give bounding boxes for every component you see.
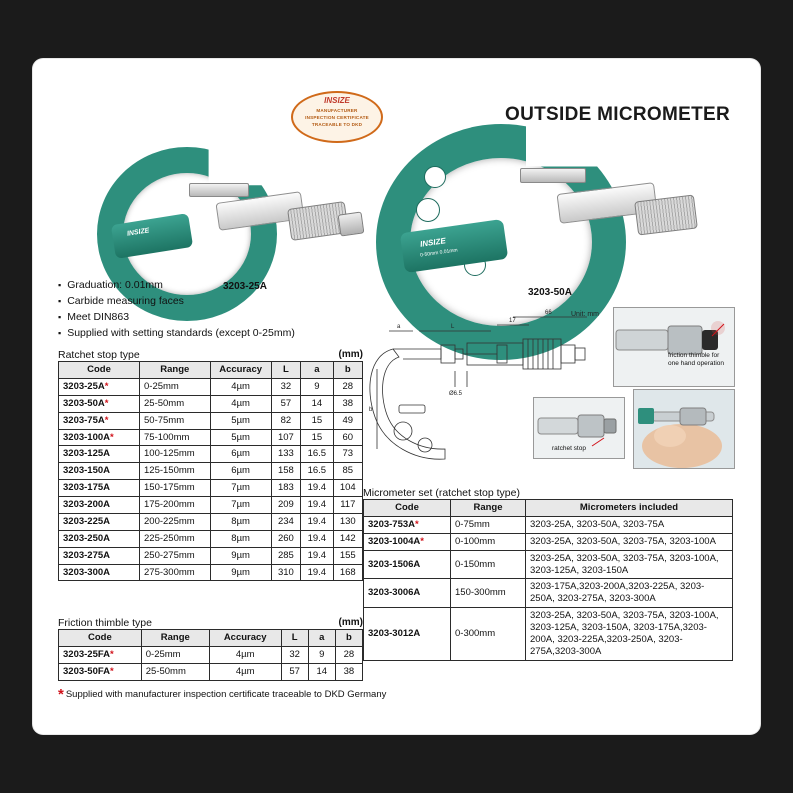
ratchet-stop-table [58, 361, 363, 581]
cell-range: 0-150mm [451, 550, 526, 579]
cell-range: 175-200mm [140, 497, 211, 514]
table-row [59, 646, 363, 663]
cell-a: 9 [308, 646, 335, 663]
col-range: Range [451, 500, 526, 517]
friction-table-title-text: Friction thimble type [58, 617, 152, 629]
certificate-asterisk: * [104, 397, 109, 409]
certificate-asterisk: * [110, 648, 114, 660]
page-title: OUTSIDE MICROMETER [505, 104, 730, 125]
cell-a: 15 [301, 429, 333, 446]
cell-a: 19.4 [301, 480, 333, 497]
cell-accuracy: 6µm [210, 463, 271, 480]
cell-range: 0-25mm [140, 378, 211, 395]
frame-hole [416, 198, 440, 222]
certificate-asterisk: * [415, 518, 419, 530]
brand-logo: INSIZE [419, 236, 447, 249]
table-row [59, 480, 363, 497]
cell-included: 3203-25A, 3203-50A, 3203-75A, 3203-100A, 3203-125A, 3203-150A, 3203-175A,3203-200A, 3203-225A,3203-250A, 3203-275A,3203-300A [526, 608, 733, 661]
friction-table-unit: (mm) [338, 617, 363, 628]
thimble [634, 194, 698, 235]
dim-a-label: a [397, 324, 401, 330]
ratchet-table-title-text: Ratchet stop type [58, 349, 140, 361]
hand-operation-illustration [634, 390, 734, 468]
dim-66-label: 66 [545, 310, 552, 316]
cell-range: 250-275mm [140, 547, 211, 564]
cell-code: 3203-300A [59, 564, 140, 581]
col-included: Micrometers included [526, 500, 733, 517]
cell-b: 117 [333, 497, 362, 514]
cell-accuracy: 6µm [210, 446, 271, 463]
cell-code: 3203-25FA* [59, 646, 142, 663]
cell-b: 28 [335, 646, 362, 663]
cell-range: 0-100mm [451, 533, 526, 550]
cell-code: 3203-753A* [364, 516, 451, 533]
cell-a: 9 [301, 378, 333, 395]
feature-item: ▪ Supplied with setting standards (except 0-25mm) [58, 327, 295, 339]
cell-code: 3203-1506A [364, 550, 451, 579]
ratchet-table-block [58, 349, 363, 581]
cell-range: 50-75mm [140, 412, 211, 429]
cell-a: 14 [308, 663, 335, 680]
dim-b-label: b [369, 407, 373, 413]
cell-accuracy: 9µm [210, 547, 271, 564]
figure-label-50a: 3203-50A [528, 287, 572, 298]
cell-a: 19.4 [301, 513, 333, 530]
table-header-row [59, 362, 363, 379]
cell-code: 3203-250A [59, 530, 140, 547]
cell-b: 168 [333, 564, 362, 581]
cell-accuracy: 4µm [209, 646, 281, 663]
caption-ratchet-stop: ratchet stop [552, 445, 586, 452]
cell-range: 225-250mm [140, 530, 211, 547]
cell-range: 25-50mm [140, 395, 211, 412]
cell-code: 3203-150A [59, 463, 140, 480]
col-a: a [301, 362, 333, 379]
micrometer-set-table [363, 499, 733, 661]
micrometer-photo-25a [93, 139, 353, 279]
cell-b: 60 [333, 429, 362, 446]
cell-range: 275-300mm [140, 564, 211, 581]
set-table-block [363, 487, 733, 661]
cell-a: 15 [301, 412, 333, 429]
friction-thimble-illustration [614, 308, 734, 386]
cell-code: 3203-75A* [59, 412, 140, 429]
ratchet-stop [338, 211, 365, 236]
cell-l: 158 [271, 463, 300, 480]
cell-range: 150-175mm [140, 480, 211, 497]
set-table-title: Micrometer set (ratchet stop type) [363, 487, 520, 499]
certificate-asterisk: * [420, 535, 424, 547]
drawing-unit-label: Unit: mm [571, 311, 599, 318]
feature-item: ▪ Graduation: 0.01mm [58, 279, 295, 291]
frame-hole [424, 166, 446, 188]
cell-code: 3203-50FA* [59, 663, 142, 680]
col-b: b [333, 362, 362, 379]
cell-l: 234 [271, 513, 300, 530]
friction-table-block [58, 617, 363, 681]
cell-l: 107 [271, 429, 300, 446]
table-row [364, 579, 733, 608]
caption-friction-thimble: friction thimble for one hand operation [668, 352, 725, 367]
cell-l: 57 [281, 663, 308, 680]
seal-line-1: MANUFACTURER [316, 108, 358, 113]
cell-l: 57 [271, 395, 300, 412]
cell-code: 3203-175A [59, 480, 140, 497]
seal-line-3: TRACEABLE TO DKD [311, 122, 363, 127]
col-code: Code [364, 500, 451, 517]
brand-logo: INSIZE [126, 227, 150, 238]
cell-included: 3203-25A, 3203-50A, 3203-75A, 3203-100A, 3203-125A, 3203-150A [526, 550, 733, 579]
cell-code: 3203-100A* [59, 429, 140, 446]
cell-b: 130 [333, 513, 362, 530]
table-row [59, 412, 363, 429]
cell-l: 32 [271, 378, 300, 395]
cell-a: 16.5 [301, 463, 333, 480]
friction-thimble-table [58, 629, 363, 681]
dim-L-label: L [451, 324, 455, 330]
table-row [59, 395, 363, 412]
cell-a: 19.4 [301, 564, 333, 581]
cell-a: 19.4 [301, 547, 333, 564]
cell-accuracy: 7µm [210, 480, 271, 497]
anvil-spindle [189, 183, 249, 197]
cell-range: 150-300mm [451, 579, 526, 608]
cell-l: 209 [271, 497, 300, 514]
cell-range: 100-125mm [140, 446, 211, 463]
cell-l: 82 [271, 412, 300, 429]
cell-code: 3203-275A [59, 547, 140, 564]
cell-b: 142 [333, 530, 362, 547]
seal-line-2: INSPECTION CERTIFICATE [305, 115, 369, 120]
micrometer-photo-50a [368, 114, 698, 304]
cell-accuracy: 5µm [210, 429, 271, 446]
table-row [364, 550, 733, 579]
cell-code: 3203-3006A [364, 579, 451, 608]
friction-table-title [58, 617, 363, 629]
col-code: Code [59, 630, 142, 647]
footnote-text: Supplied with manufacturer inspection certificate traceable to DKD Germany [65, 689, 387, 700]
col-l: L [271, 362, 300, 379]
footnote-asterisk: * [58, 686, 64, 703]
cell-included: 3203-25A, 3203-50A, 3203-75A, 3203-100A [526, 533, 733, 550]
cell-a: 19.4 [301, 530, 333, 547]
cell-accuracy: 8µm [210, 530, 271, 547]
cell-b: 155 [333, 547, 362, 564]
feature-list [58, 279, 295, 343]
cell-l: 285 [271, 547, 300, 564]
dim-17-label: 17 [509, 318, 516, 324]
cell-l: 133 [271, 446, 300, 463]
cell-b: 49 [333, 412, 362, 429]
photo-ratchet-stop [533, 397, 625, 459]
footnote [58, 686, 387, 703]
table-row [59, 564, 363, 581]
cell-accuracy: 4µm [210, 378, 271, 395]
feature-item: ▪ Carbide measuring faces [58, 295, 295, 307]
certificate-asterisk: * [104, 414, 109, 426]
cell-accuracy: 9µm [210, 564, 271, 581]
cell-l: 260 [271, 530, 300, 547]
cell-range: 0-25mm [141, 646, 209, 663]
cell-b: 28 [333, 378, 362, 395]
cell-b: 85 [333, 463, 362, 480]
col-b: b [335, 630, 362, 647]
cell-l: 310 [271, 564, 300, 581]
certificate-asterisk: * [110, 431, 114, 443]
cell-accuracy: 4µm [209, 663, 281, 680]
cell-b: 104 [333, 480, 362, 497]
table-header-row [364, 500, 733, 517]
cell-range: 0-75mm [451, 516, 526, 533]
table-row [59, 378, 363, 395]
cell-code: 3203-25A* [59, 378, 140, 395]
cell-code: 3203-3012A [364, 608, 451, 661]
cell-code: 3203-1004A* [364, 533, 451, 550]
table-row [59, 513, 363, 530]
table-row [59, 497, 363, 514]
cell-range: 200-225mm [140, 513, 211, 530]
cell-range: 0-300mm [451, 608, 526, 661]
photo-friction-thimble [613, 307, 735, 387]
table-header-row [59, 630, 363, 647]
col-accuracy: Accuracy [210, 362, 271, 379]
cell-code: 3203-200A [59, 497, 140, 514]
col-range: Range [140, 362, 211, 379]
col-a: a [308, 630, 335, 647]
table-row [364, 516, 733, 533]
page-inner [33, 59, 760, 734]
table-row [59, 547, 363, 564]
dim-diameter-label: Ø6.5 [449, 391, 463, 397]
col-code: Code [59, 362, 140, 379]
anvil-spindle [520, 168, 586, 183]
cell-code: 3203-50A* [59, 395, 140, 412]
cell-l: 32 [281, 646, 308, 663]
feature-item: ▪ Meet DIN863 [58, 311, 295, 323]
certificate-asterisk: * [104, 380, 109, 392]
col-accuracy: Accuracy [209, 630, 281, 647]
table-row [59, 463, 363, 480]
cell-range: 75-100mm [140, 429, 211, 446]
cell-range: 25-50mm [141, 663, 209, 680]
cell-b: 38 [333, 395, 362, 412]
catalog-page [33, 59, 760, 734]
cell-a: 16.5 [301, 446, 333, 463]
cell-accuracy: 4µm [210, 395, 271, 412]
cell-b: 38 [335, 663, 362, 680]
ratchet-table-unit: (mm) [338, 349, 363, 360]
cell-accuracy: 8µm [210, 513, 271, 530]
seal-brand: INSIZE [324, 96, 350, 105]
table-row [59, 663, 363, 680]
table-row [59, 446, 363, 463]
cell-accuracy: 5µm [210, 412, 271, 429]
cell-accuracy: 7µm [210, 497, 271, 514]
cell-range: 125-150mm [140, 463, 211, 480]
table-row [59, 530, 363, 547]
cell-code: 3203-225A [59, 513, 140, 530]
cell-included: 3203-25A, 3203-50A, 3203-75A [526, 516, 733, 533]
figure-label-25a: 3203-25A [223, 281, 267, 292]
col-l: L [281, 630, 308, 647]
cell-included: 3203-175A,3203-200A,3203-225A, 3203-250A, 3203-275A, 3203-300A [526, 579, 733, 608]
cell-l: 183 [271, 480, 300, 497]
cell-code: 3203-125A [59, 446, 140, 463]
cell-b: 73 [333, 446, 362, 463]
table-row [364, 533, 733, 550]
photo-hand-operation [633, 389, 735, 469]
col-range: Range [141, 630, 209, 647]
table-row [364, 608, 733, 661]
cell-a: 14 [301, 395, 333, 412]
ratchet-table-title [58, 349, 363, 361]
brand-sublabel: 0-50mm 0.01mm [419, 247, 459, 259]
cell-a: 19.4 [301, 497, 333, 514]
certificate-asterisk: * [110, 665, 114, 677]
table-row [59, 429, 363, 446]
